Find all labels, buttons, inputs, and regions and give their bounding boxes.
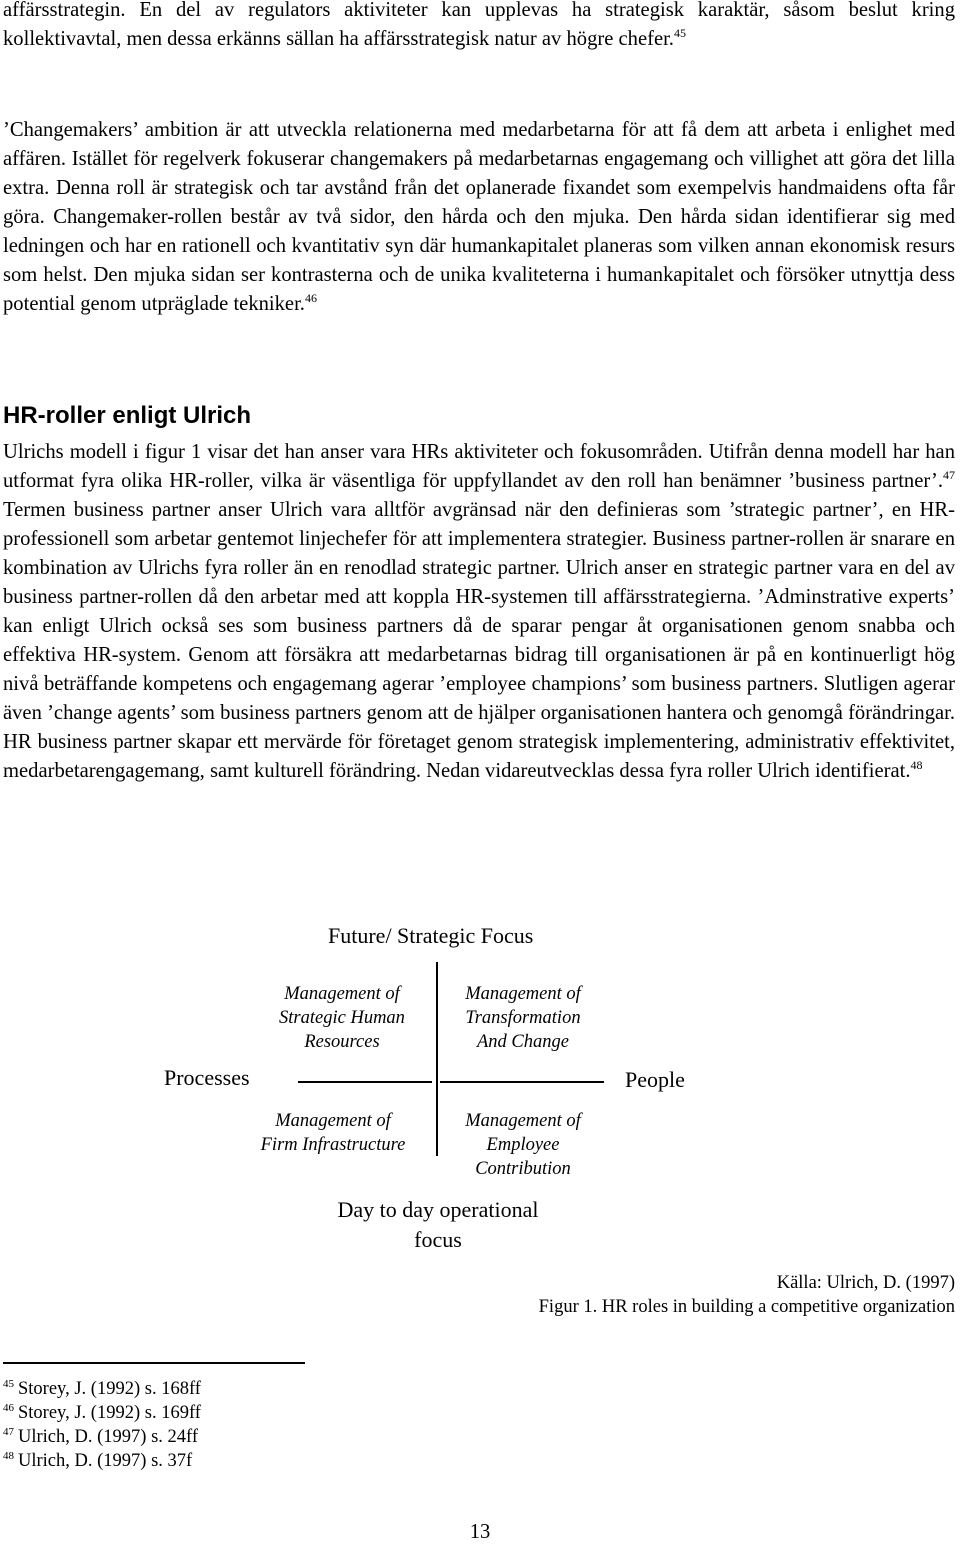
paragraph-ulrich-model [3, 438, 955, 786]
quadrant-line: And Change [477, 1032, 569, 1052]
quadrant-line: Resources [304, 1032, 380, 1052]
quadrant-line: Management of [275, 1111, 391, 1131]
figure-source: Källa: Ulrich, D. (1997) [776, 1273, 955, 1293]
paragraph-text: Termen business partner anser Ulrich vara alltför avgränsad när den definieras som ’strategic partner’, en HR-professionell som arbetar gentemot linjechefer för att implementera strategier. Business partner-rollen är snarare en kombination av Ulrichs fyra roller än en renodlad strategic partner. Ulrich anser en strategic partner vara en del av business partner-rollen då den arbetar med att koppla HR-systemen till affärsstrategierna. ’Adminstrative experts’ kan enligt Ulrich också ses som business partners då de sparar pengar åt organisationen genom snabba och effektiva HR-system. Genom att försäkra att medarbetarnas bidrag till organisationen är på en kontinuerligt hög nivå beträffande kompetens och engagemang agerar ’employee champions’ som business partners. Slutligen agerar även ’change agents’ som business partners genom att de hjälper organisationen hantera och genomgå förändringar. HR business partner skapar ett mervärde för företaget genom strategisk implementering, administrativ effektivitet, medarbetarengagemang, samt kulturell förändring. Nedan vidareutvecklas dessa fyra roller Ulrich identifierat. [3, 499, 955, 782]
footnote-text: Ulrich, D. (1997) s. 24ff [18, 1427, 199, 1447]
figure-bottom-label [318, 1195, 558, 1255]
quadrant-line: Employee [486, 1135, 560, 1155]
quadrant-line: Firm Infrastructure [260, 1135, 406, 1155]
footnote-number: 47 [3, 1425, 14, 1438]
horizontal-axis-line-left [298, 1081, 432, 1083]
quadrant-line: Management of [465, 984, 581, 1004]
paragraph-text: ’Changemakers’ ambition är att utveckla relationerna med medarbetarna för att få dem att arbeta i enlighet med affären. Istället för regelverk fokuserar changemakers på medarbetarnas engagemang och villighet att göra det lilla extra. Denna roll är strategisk och tar avstånd från det oplanerade fixandet som exempelvis handmaidens ofta får göra. Changemaker-rollen består av två sidor, den hårda och den mjuka. Den hårda sidan identifierar sig med ledningen och har en rationell och kvantitativ syn där humankapitalet planeras som vilken annan ekonomisk resurs som helst. Den mjuka sidan ser kontrasterna och de unika kvaliteterna i humankapitalet och försöker utnyttja dess potential genom utpräglade tekniker. [3, 119, 955, 315]
paragraph-text: Ulrichs modell i figur 1 visar det han anser vara HRs aktiviteter och fokusområden. Utifrån denna modell har han utformat fyra olika HR-roller, vilka är väsentliga för uppfyllandet av den roll han benämner ’business partner’. [3, 441, 955, 492]
quadrant-line: Strategic Human [279, 1008, 405, 1028]
page-number: 13 [469, 1521, 491, 1543]
horizontal-axis-line-right [440, 1081, 604, 1083]
footnote-ref[interactable]: 47 [943, 468, 955, 483]
figure-right-label: People [625, 1067, 685, 1092]
footnote-number: 46 [3, 1401, 14, 1414]
bottom-label-line: Day to day operational [337, 1197, 539, 1222]
footnote-item [3, 1377, 201, 1401]
quadrant-line: Management of [284, 984, 400, 1004]
footnote-item [3, 1449, 192, 1473]
quadrant-line: Transformation [465, 1008, 581, 1028]
footnote-divider [3, 1362, 305, 1364]
figure-caption: Figur 1. HR roles in building a competitive organization [538, 1297, 955, 1317]
footnote-ref[interactable]: 45 [673, 26, 686, 41]
footnote-number: 45 [3, 1377, 14, 1390]
quadrant-bottom-left [233, 1109, 433, 1157]
section-heading: HR-roller enligt Ulrich [3, 402, 252, 429]
quadrant-top-left [242, 982, 442, 1054]
bottom-label-line: focus [414, 1227, 462, 1252]
quadrant-top-right [423, 982, 623, 1054]
paragraph-text: affärsstrategin. En del av regulators aktiviteter kan upplevas ha strategisk karaktär, såsom beslut kring kollektivavtal, men dessa erkänns sällan ha affärsstrategisk natur av högre chefer. [3, 0, 955, 50]
figure-left-label: Processes [164, 1065, 250, 1090]
paragraph-regulators [3, 0, 955, 54]
footnote-item [3, 1425, 198, 1449]
figure-top-label: Future/ Strategic Focus [328, 923, 534, 948]
quadrant-line: Contribution [475, 1159, 571, 1179]
footnote-number: 48 [3, 1449, 14, 1462]
paragraph-changemakers [3, 116, 955, 319]
quadrant-line: Management of [465, 1111, 581, 1131]
footnote-text: Ulrich, D. (1997) s. 37f [18, 1451, 193, 1471]
quadrant-bottom-right [423, 1109, 623, 1181]
footnote-text: Storey, J. (1992) s. 169ff [18, 1403, 201, 1423]
footnote-ref[interactable]: 46 [304, 291, 317, 306]
footnote-ref[interactable]: 48 [910, 758, 923, 773]
footnote-item [3, 1401, 201, 1425]
footnote-text: Storey, J. (1992) s. 168ff [18, 1379, 201, 1399]
